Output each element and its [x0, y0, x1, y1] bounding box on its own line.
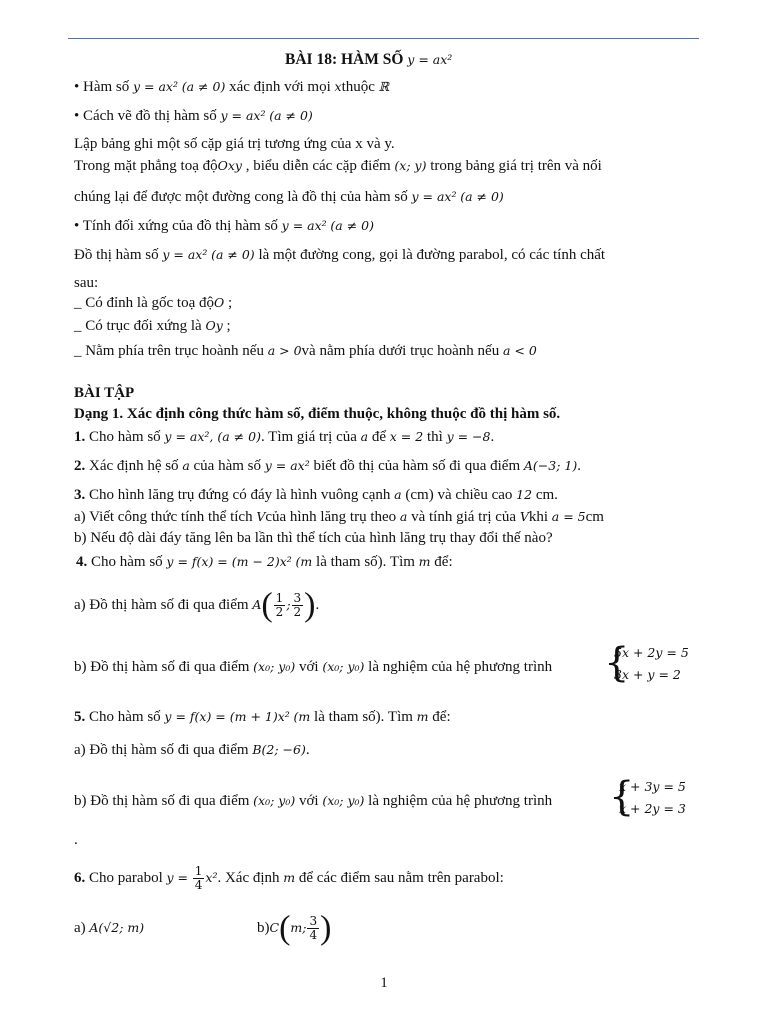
theory-line-10: _ Có trục đối xứng là Oy ;	[74, 318, 231, 334]
exercises-heading: BÀI TẬP	[74, 385, 135, 401]
fraction-3-2: $\frac{3}{2}$	[293, 591, 302, 620]
document-page: BÀI 18: HÀM SỐ y = ax² • Hàm số y = ax² (a ≠ 0) xác định với mọi xthuộc ℝ • Cách vẽ đồ thị hàm số y = ax² (a ≠ 0) Lập bảng ghi một số cặp giá trị tương ứng của x và y. Trong mặt phẳng toạ độOxy , biểu diễn các cặp điểm (x; y) trong bảng giá trị trên và nối chúng lại để được một đường cong là đồ thị của hàm số y = ax² (a ≠ 0) • Tính đối xứng của đồ thị hàm số y = ax² (a ≠ 0) Đồ thị hàm số y = ax² (a ≠ 0) là một đường cong, gọi là đường parabol, có các tính chất sau: _ Có đỉnh là gốc toạ độO ; _ Có trục đối xứng là Oy ; _ Nằm phía trên trục hoành nếu a > 0và nằm phía dưới trục hoành nếu a < 0 BÀI TẬP Dạng 1. Xác định công thức hàm số, điểm thuộc, không thuộc đồ thị hàm số. 1. Cho hàm số y = ax², (a ≠ 0). Tìm giá trị của a để x = 2 thì y = −8. 2. Xác định hệ số a của hàm số y = ax² biết đồ thị của hàm số đi qua điểm A(−3; 1). 3. Cho hình lăng trụ đứng có đáy là hình vuông cạnh a (cm) và chiều cao 12 cm. a) Viết công thức tính thể tích Vcủa hình lăng trụ theo a và tính giá trị của Vkhi a = 5cm b) Nếu độ dài đáy tăng lên ba lần thì thể tích của hình lăng trụ thay đổi thế nào? 4. Cho hàm số y = f(x) = (m − 2)x² (m là tham số). Tìm m để: a) Đồ thị hàm số đi qua điểm A( $\frac{1}{2}$ ; $\frac{3}{2}$ ). b) Đồ thị hàm số đi qua điểm (x₀; y₀) với (x₀; y₀) là nghiệm của hệ phương trình { 5x + 2y = 5 3x + y = 2 5. Cho hàm số y = f(x) = (m + 1)x² (m là tham số). Tìm m để: a) Đồ thị hàm số đi qua điểm B(2; −6). b) Đồ thị hàm số đi qua điểm (x₀; y₀) với (x₀; y₀) là nghiệm của hệ phương trình { x + 3y = 5 x + 2y = 3 . 6. Cho parabol y = $\frac{1}{4}$ x². Xác định m để các điểm sau nằm trên parabol: a) A(√2; m) b)C(m; $\frac{3}{4}$ ) 1	[0, 0, 768, 1024]
fraction-3-4: $\frac{3}{4}$	[309, 914, 318, 943]
system-5-eq-2: x + 2y = 3	[619, 801, 686, 816]
system-4-eq-1: 5x + 2y = 5	[614, 645, 689, 660]
exercise-3: 3. Cho hình lăng trụ đứng có đáy là hình vuông cạnh a (cm) và chiều cao 12 cm.	[74, 487, 558, 503]
stray-period: .	[74, 832, 78, 848]
exercise-4a: a) Đồ thị hàm số đi qua điểm A( $\frac{1}{2}$ ; $\frac{3}{2}$ ).	[74, 586, 320, 624]
exercise-4b: b) Đồ thị hàm số đi qua điểm (x₀; y₀) với (x₀; y₀) là nghiệm của hệ phương trình	[74, 659, 553, 675]
exercise-4: 4. Cho hàm số y = f(x) = (m − 2)x² (m là tham số). Tìm m để:	[76, 554, 453, 570]
theory-line-8: sau:	[74, 275, 99, 291]
exercise-3a: a) Viết công thức tính thể tích Vcủa hình lăng trụ theo a và tính giá trị của Vkhi a = 5cm	[74, 509, 604, 525]
exercise-6: 6. Cho parabol y = $\frac{1}{4}$ x². Xác định m để các điểm sau nằm trên parabol:	[74, 864, 504, 893]
header-rule	[68, 38, 699, 39]
exercise-6b: b)C(m; $\frac{3}{4}$ )	[257, 909, 332, 947]
exercise-5b: b) Đồ thị hàm số đi qua điểm (x₀; y₀) với (x₀; y₀) là nghiệm của hệ phương trình	[74, 793, 553, 809]
theory-line-2: • Cách vẽ đồ thị hàm số y = ax² (a ≠ 0)	[74, 108, 313, 124]
system-4-eq-2: 3x + y = 2	[614, 667, 681, 682]
exercise-2: 2. Xác định hệ số a của hàm số y = ax² biết đồ thị của hàm số đi qua điểm A(−3; 1).	[74, 458, 581, 474]
page-number: 1	[380, 975, 388, 991]
exercise-5a: a) Đồ thị hàm số đi qua điểm B(2; −6).	[74, 742, 310, 758]
exercise-5: 5. Cho hàm số y = f(x) = (m + 1)x² (m là tham số). Tìm m để:	[74, 709, 451, 725]
lesson-title: BÀI 18: HÀM SỐ y = ax²	[285, 51, 453, 68]
exercise-6a: a) A(√2; m)	[74, 920, 145, 936]
theory-line-6: • Tính đối xứng của đồ thị hàm số y = ax² (a ≠ 0)	[74, 218, 375, 234]
exercise-1: 1. Cho hàm số y = ax², (a ≠ 0). Tìm giá trị của a để x = 2 thì y = −8.	[74, 429, 495, 445]
theory-line-11: _ Nằm phía trên trục hoành nếu a > 0và nằm phía dưới trục hoành nếu a < 0	[74, 343, 537, 359]
fraction-1-4: $\frac{1}{4}$	[194, 864, 203, 893]
theory-line-1: • Hàm số y = ax² (a ≠ 0) xác định với mọi xthuộc ℝ	[74, 79, 390, 95]
theory-line-5: chúng lại để được một đường cong là đồ thị của hàm số y = ax² (a ≠ 0)	[74, 189, 504, 205]
exercise-3b: b) Nếu độ dài đáy tăng lên ba lần thì thể tích của hình lăng trụ thay đổi thế nào?	[74, 530, 553, 546]
type-1-heading: Dạng 1. Xác định công thức hàm số, điểm thuộc, không thuộc đồ thị hàm số.	[74, 406, 561, 422]
system-5-eq-1: x + 3y = 5	[619, 779, 686, 794]
theory-line-3: Lập bảng ghi một số cặp giá trị tương ứng của x và y.	[74, 136, 395, 152]
theory-line-7: Đồ thị hàm số y = ax² (a ≠ 0) là một đường cong, gọi là đường parabol, có các tính chất	[74, 247, 606, 263]
theory-line-4: Trong mặt phẳng toạ độOxy , biểu diễn các cặp điểm (x; y) trong bảng giá trị trên và nối	[74, 158, 602, 174]
theory-line-9: _ Có đỉnh là gốc toạ độO ;	[74, 295, 233, 311]
fraction-1-2: $\frac{1}{2}$	[275, 591, 284, 620]
